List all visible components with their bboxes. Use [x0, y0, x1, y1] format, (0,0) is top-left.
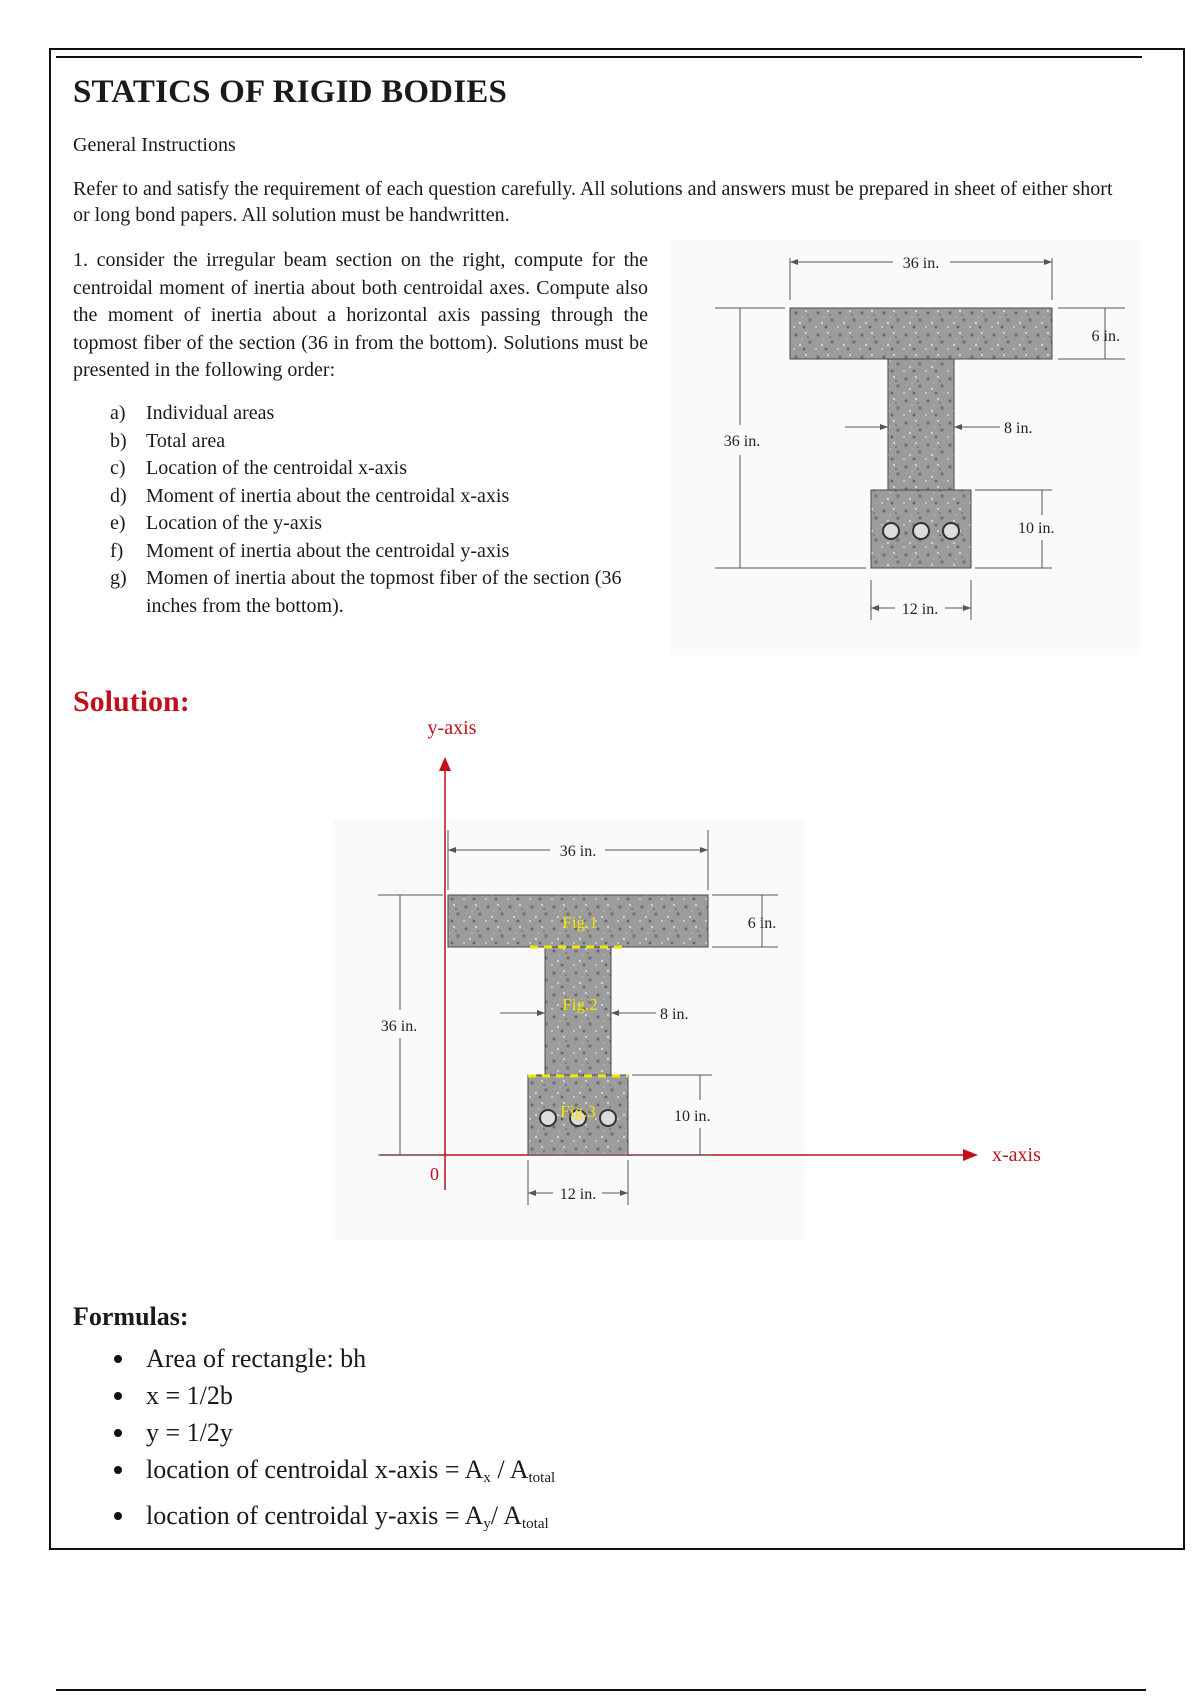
requirements-list	[110, 400, 650, 620]
general-instructions-heading: General Instructions	[73, 134, 236, 156]
requirement-text: Total area	[146, 429, 226, 452]
formula-text: / A	[490, 1455, 529, 1484]
formula-text: location of centroidal x-axis = A	[146, 1455, 484, 1484]
question-1-text: 1. consider the irregular beam section on the right, compute for the centroidal moment of inertia about both centroidal axes. Compute also the moment of inertia about a horizontal axis passing through the topmost fiber of the section (36 in from the bottom). Solutions must be presented in the following order:	[73, 249, 648, 381]
rebar-icon	[883, 523, 899, 539]
formula-area: Area of rectangle: bh	[146, 1344, 367, 1373]
formula-subscript: x	[483, 1470, 491, 1486]
fig1-label: Fig.1	[562, 913, 598, 932]
requirement-text: Location of the centroidal x-axis	[146, 457, 408, 479]
requirement-item	[110, 565, 650, 620]
top-rule	[56, 56, 1142, 58]
rebar-icon	[943, 523, 959, 539]
y-axis-label: y-axis	[427, 717, 477, 739]
dim-flange-label: 6 in.	[1091, 328, 1120, 345]
solution-figure	[330, 700, 1090, 1250]
formula-item	[110, 1451, 555, 1497]
formulas-list	[110, 1340, 555, 1543]
formula-centroid-x	[146, 1455, 555, 1484]
formula-item	[110, 1340, 555, 1377]
formula-centroid-y	[146, 1501, 549, 1530]
requirement-text: Moment of inertia about the centroidal x-axis	[146, 484, 510, 507]
rebar-icon	[913, 523, 929, 539]
page-title: STATICS OF RIGID BODIES	[73, 74, 508, 110]
formula-subscript: total	[521, 1516, 549, 1532]
formula-item	[110, 1377, 555, 1414]
formula-subscript: y	[483, 1516, 491, 1532]
formulas-heading: Formulas:	[73, 1302, 189, 1331]
requirement-text: Location of the y-axis	[146, 512, 323, 534]
dim-web-label: 8 in.	[660, 1006, 689, 1023]
bottom-rule	[56, 1689, 1146, 1691]
y-axis-arrow-icon	[439, 757, 451, 771]
requirement-letter: a)	[110, 402, 126, 424]
requirement-item	[110, 428, 650, 456]
solution-drawing	[330, 700, 1090, 1250]
requirement-item	[110, 538, 650, 566]
origin-label: 0	[430, 1164, 439, 1184]
flange-shape	[790, 308, 1052, 359]
rebar-icon	[540, 1110, 556, 1126]
beam-section-figure	[670, 240, 1140, 655]
web-shape	[888, 359, 954, 490]
dim-base-height-label: 10 in.	[674, 1108, 711, 1125]
dim-top-width-label: 36 in.	[902, 255, 940, 272]
x-axis-arrow-icon	[963, 1149, 978, 1161]
requirement-text: Moment of inertia about the centroidal y-axis	[146, 539, 510, 562]
requirement-item	[110, 483, 650, 511]
dim-base-width-label: 12 in.	[901, 601, 939, 618]
formula-text: location of centroidal y-axis = A	[146, 1501, 484, 1530]
beam-section-drawing	[670, 240, 1140, 655]
requirement-letter: d)	[110, 484, 127, 507]
fig3-label: Fig.3	[560, 1102, 596, 1121]
dim-height-label: 36 in.	[380, 1018, 418, 1035]
dim-height-label: 36 in.	[723, 433, 761, 450]
requirement-item	[110, 510, 650, 538]
requirement-letter: e)	[110, 512, 126, 534]
requirement-item	[110, 400, 650, 428]
rebar-icon	[600, 1110, 616, 1126]
fig2-label: Fig.2	[562, 995, 598, 1014]
x-axis-label: x-axis	[992, 1144, 1041, 1166]
requirement-letter: g)	[110, 567, 127, 589]
formula-subscript: total	[528, 1470, 556, 1486]
formula-text: / A	[490, 1501, 522, 1530]
dim-top-width-label: 36 in.	[559, 843, 597, 860]
requirement-letter: c)	[110, 457, 126, 479]
formula-x: x = 1/2b	[146, 1381, 233, 1410]
formula-item	[110, 1414, 555, 1451]
formula-item	[110, 1497, 555, 1543]
dim-web-label: 8 in.	[1004, 420, 1033, 437]
dim-flange-label: 6 in.	[747, 915, 777, 932]
formula-y: y = 1/2y	[146, 1418, 233, 1447]
requirement-letter: b)	[110, 429, 127, 452]
solution-label: Solution:	[73, 685, 190, 718]
requirement-item	[110, 455, 650, 483]
dim-base-height-label: 10 in.	[1018, 520, 1055, 537]
requirement-text: Momen of inertia about the topmost fiber of the section (36 inches from the bottom).	[146, 567, 622, 617]
requirement-letter: f)	[110, 539, 124, 562]
general-instructions-text: Refer to and satisfy the requirement of each question carefully. All solutions and answers must be prepared in sheet of either short or long bond papers. All solution must be handwritten.	[73, 178, 1113, 226]
dim-base-width-label: 12 in.	[559, 1186, 597, 1203]
requirement-text: Individual areas	[146, 402, 275, 424]
